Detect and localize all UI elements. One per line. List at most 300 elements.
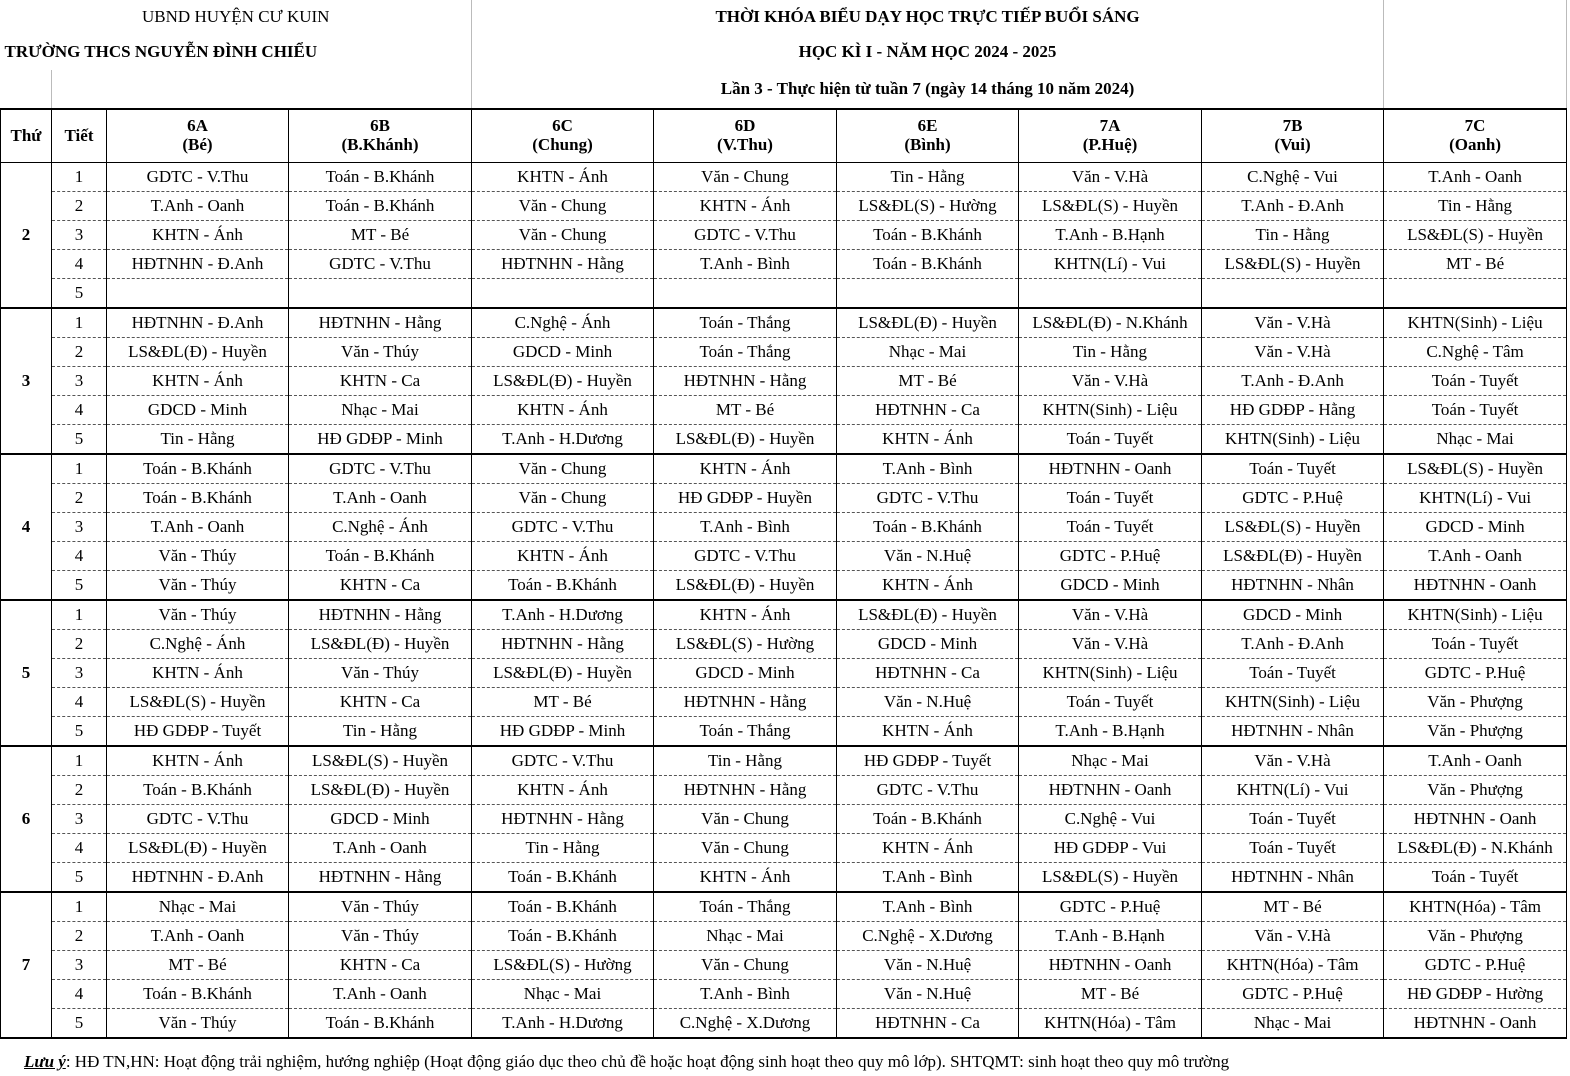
period-number: 2	[52, 776, 107, 805]
lesson-cell: Văn - V.Hà	[1202, 922, 1384, 951]
lesson-cell: Toán - Tuyết	[1202, 659, 1384, 688]
lesson-cell: KHTN - Ánh	[107, 221, 289, 250]
lesson-cell: HĐTNHN - Hằng	[289, 308, 472, 338]
class-teacher: (Vui)	[1274, 135, 1311, 154]
lesson-cell: Văn - Thúy	[107, 1009, 289, 1039]
lesson-cell: T.Anh - Oanh	[1384, 542, 1567, 571]
header-blank	[1384, 35, 1567, 70]
class-teacher: (V.Thu)	[717, 135, 773, 154]
lesson-cell: HĐ GDĐP - Tuyết	[837, 746, 1019, 776]
lesson-cell: KHTN(Lí) - Vui	[1202, 776, 1384, 805]
period-number: 2	[52, 630, 107, 659]
lesson-cell: MT - Bé	[1202, 892, 1384, 922]
class-name: 7B	[1282, 116, 1303, 136]
lesson-cell: Nhạc - Mai	[1202, 1009, 1384, 1039]
lesson-cell: LS&ĐL(S) - Huyền	[1384, 221, 1567, 250]
lesson-cell: Toán - B.Khánh	[472, 922, 654, 951]
class-name: 6D	[734, 116, 756, 136]
class-header	[837, 109, 1019, 163]
lesson-cell: Tin - Hằng	[1384, 192, 1567, 221]
lesson-cell: C.Nghệ - Tâm	[1384, 338, 1567, 367]
lesson-cell: Tin - Hằng	[837, 163, 1019, 192]
lesson-cell: Toán - B.Khánh	[472, 892, 654, 922]
footnote-text: : HĐ TN,HN: Hoạt động trải nghiệm, hướng nghiệp (Hoạt động giáo dục theo chủ đề hoặc hoạt động sinh hoạt theo quy mô lớp). SHTQMT: sinh hoạt theo quy mô trường	[65, 1052, 1230, 1071]
lesson-cell: GDCD - Minh	[289, 805, 472, 834]
lesson-cell: Tin - Hằng	[289, 717, 472, 747]
day-label: 3	[1, 308, 52, 454]
lesson-cell: C.Nghệ - X.Dương	[837, 922, 1019, 951]
lesson-cell: KHTN(Hóa) - Tâm	[1202, 951, 1384, 980]
lesson-cell: Văn - Phượng	[1384, 688, 1567, 717]
lesson-cell: Văn - Chung	[654, 834, 837, 863]
day-label: 4	[1, 454, 52, 600]
schedule-row	[1, 221, 1567, 250]
lesson-cell: T.Anh - Oanh	[107, 513, 289, 542]
lesson-cell: Văn - Chung	[654, 805, 837, 834]
lesson-cell: KHTN(Sinh) - Liệu	[1019, 396, 1202, 425]
school-name: TRƯỜNG THCS NGUYỄN ĐÌNH CHIỂU	[1, 35, 472, 70]
lesson-cell: Toán - Tuyết	[1384, 863, 1567, 893]
schedule-row	[1, 163, 1567, 192]
lesson-cell: GDTC - V.Thu	[289, 250, 472, 279]
lesson-cell: Văn - Phượng	[1384, 717, 1567, 747]
period-number: 1	[52, 746, 107, 776]
lesson-cell: Văn - N.Huệ	[837, 951, 1019, 980]
schedule-row	[1, 600, 1567, 630]
lesson-cell	[1384, 279, 1567, 309]
lesson-cell: Văn - Chung	[654, 951, 837, 980]
lesson-cell: Toán - Tuyết	[1384, 630, 1567, 659]
lesson-cell: GDTC - P.Huệ	[1384, 951, 1567, 980]
lesson-cell: LS&ĐL(Đ) - Huyền	[654, 571, 837, 601]
lesson-cell: HĐ GDĐP - Hằng	[1202, 396, 1384, 425]
lesson-cell: KHTN - Ánh	[472, 542, 654, 571]
period-number: 3	[52, 221, 107, 250]
lesson-cell: T.Anh - Oanh	[1384, 163, 1567, 192]
period-number: 1	[52, 163, 107, 192]
lesson-cell: LS&ĐL(Đ) - Huyền	[472, 367, 654, 396]
lesson-cell: MT - Bé	[289, 221, 472, 250]
lesson-cell: Toán - B.Khánh	[107, 980, 289, 1009]
schedule-row	[1, 308, 1567, 338]
schedule-row	[1, 484, 1567, 513]
lesson-cell: GDTC - P.Huệ	[1019, 892, 1202, 922]
lesson-cell: MT - Bé	[1384, 250, 1567, 279]
lesson-cell: C.Nghệ - X.Dương	[654, 1009, 837, 1039]
period-column-header: Tiết	[52, 109, 107, 163]
lesson-cell: Tin - Hằng	[472, 834, 654, 863]
lesson-cell: LS&ĐL(S) - Huyền	[107, 688, 289, 717]
lesson-cell: KHTN - Ánh	[107, 746, 289, 776]
lesson-cell: Toán - B.Khánh	[289, 542, 472, 571]
lesson-cell: Toán - B.Khánh	[837, 805, 1019, 834]
class-header	[472, 109, 654, 163]
footnote	[24, 1052, 1229, 1072]
lesson-cell: T.Anh - Đ.Anh	[1202, 630, 1384, 659]
lesson-cell: Toán - Thắng	[654, 717, 837, 747]
lesson-cell: KHTN(Lí) - Vui	[1384, 484, 1567, 513]
header-blank	[1384, 0, 1567, 35]
lesson-cell: Toán - B.Khánh	[107, 484, 289, 513]
lesson-cell: C.Nghệ - Ánh	[472, 308, 654, 338]
lesson-cell: Nhạc - Mai	[1019, 746, 1202, 776]
lesson-cell: Toán - B.Khánh	[472, 571, 654, 601]
column-header-row	[1, 109, 1567, 163]
lesson-cell: T.Anh - Bình	[837, 892, 1019, 922]
lesson-cell: HĐTNHN - Đ.Anh	[107, 250, 289, 279]
lesson-cell: MT - Bé	[472, 688, 654, 717]
lesson-cell: MT - Bé	[1019, 980, 1202, 1009]
lesson-cell: Toán - B.Khánh	[289, 163, 472, 192]
schedule-row	[1, 192, 1567, 221]
lesson-cell: HĐTNHN - Oanh	[1019, 951, 1202, 980]
lesson-cell: KHTN - Ánh	[654, 863, 837, 893]
lesson-cell: GDTC - V.Thu	[289, 454, 472, 484]
day-label: 2	[1, 163, 52, 309]
lesson-cell: T.Anh - H.Dương	[472, 600, 654, 630]
lesson-cell: LS&ĐL(S) - Huyền	[1019, 863, 1202, 893]
lesson-cell	[654, 279, 837, 309]
lesson-cell: Văn - Thúy	[289, 892, 472, 922]
lesson-cell: T.Anh - Đ.Anh	[1202, 367, 1384, 396]
lesson-cell: Văn - Thúy	[289, 338, 472, 367]
lesson-cell: T.Anh - Bình	[654, 250, 837, 279]
period-number: 3	[52, 513, 107, 542]
lesson-cell: Toán - Tuyết	[1202, 454, 1384, 484]
lesson-cell: HĐ GDĐP - Hường	[1384, 980, 1567, 1009]
lesson-cell: T.Anh - Oanh	[107, 192, 289, 221]
schedule-row	[1, 250, 1567, 279]
class-teacher: (Bé)	[182, 135, 213, 154]
lesson-cell: Toán - Tuyết	[1202, 834, 1384, 863]
lesson-cell: KHTN - Ánh	[107, 367, 289, 396]
lesson-cell: Toán - Tuyết	[1019, 688, 1202, 717]
class-header	[1384, 109, 1567, 163]
class-teacher: (Bình)	[904, 135, 951, 154]
lesson-cell: Văn - Chung	[472, 192, 654, 221]
lesson-cell: LS&ĐL(S) - Hường	[472, 951, 654, 980]
lesson-cell: Văn - V.Hà	[1019, 630, 1202, 659]
lesson-cell: KHTN - Ca	[289, 951, 472, 980]
period-number: 3	[52, 659, 107, 688]
lesson-cell: Văn - V.Hà	[1202, 338, 1384, 367]
lesson-cell: Văn - N.Huệ	[837, 980, 1019, 1009]
lesson-cell: Nhạc - Mai	[1384, 425, 1567, 455]
lesson-cell: LS&ĐL(S) - Hường	[654, 630, 837, 659]
lesson-cell	[107, 279, 289, 309]
revision-title: Lần 3 - Thực hiện từ tuần 7 (ngày 14 tháng 10 năm 2024)	[472, 70, 1384, 109]
lesson-cell: LS&ĐL(Đ) - Huyền	[289, 630, 472, 659]
lesson-cell: LS&ĐL(Đ) - Huyền	[1202, 542, 1384, 571]
lesson-cell: MT - Bé	[654, 396, 837, 425]
lesson-cell: GDTC - V.Thu	[837, 776, 1019, 805]
lesson-cell: LS&ĐL(Đ) - Huyền	[472, 659, 654, 688]
lesson-cell: HĐTNHN - Ca	[837, 1009, 1019, 1039]
lesson-cell: LS&ĐL(Đ) - Huyền	[837, 308, 1019, 338]
lesson-cell: T.Anh - Bình	[654, 980, 837, 1009]
schedule-title: THỜI KHÓA BIỂU DẠY HỌC TRỰC TIẾP BUỔI SÁNG	[472, 0, 1384, 35]
schedule-row	[1, 425, 1567, 455]
schedule-row	[1, 571, 1567, 601]
lesson-cell: HĐTNHN - Ca	[837, 659, 1019, 688]
lesson-cell: Văn - Thúy	[289, 922, 472, 951]
lesson-cell: Văn - N.Huệ	[837, 688, 1019, 717]
lesson-cell: T.Anh - Bình	[837, 863, 1019, 893]
lesson-cell: Toán - B.Khánh	[107, 454, 289, 484]
schedule-row	[1, 1009, 1567, 1039]
schedule-row	[1, 746, 1567, 776]
schedule-row	[1, 542, 1567, 571]
period-number: 4	[52, 688, 107, 717]
schedule-row	[1, 776, 1567, 805]
lesson-cell: C.Nghệ - Vui	[1019, 805, 1202, 834]
schedule-row	[1, 279, 1567, 309]
lesson-cell: Nhạc - Mai	[107, 892, 289, 922]
lesson-cell: KHTN - Ánh	[472, 163, 654, 192]
period-number: 1	[52, 600, 107, 630]
lesson-cell: C.Nghệ - Ánh	[289, 513, 472, 542]
lesson-cell: HĐTNHN - Nhân	[1202, 717, 1384, 747]
lesson-cell: T.Anh - Bình	[837, 454, 1019, 484]
lesson-cell: KHTN - Ánh	[837, 834, 1019, 863]
lesson-cell: KHTN - Ca	[289, 571, 472, 601]
lesson-cell: HĐTNHN - Oanh	[1019, 776, 1202, 805]
lesson-cell: LS&ĐL(Đ) - Huyền	[107, 834, 289, 863]
header-blank	[52, 70, 472, 109]
period-number: 1	[52, 454, 107, 484]
class-header	[654, 109, 837, 163]
lesson-cell: Toán - Tuyết	[1019, 513, 1202, 542]
lesson-cell: HĐTNHN - Đ.Anh	[107, 308, 289, 338]
lesson-cell: HĐTNHN - Ca	[837, 396, 1019, 425]
lesson-cell: Toán - B.Khánh	[289, 1009, 472, 1039]
lesson-cell: KHTN - Ánh	[107, 659, 289, 688]
period-number: 5	[52, 425, 107, 455]
lesson-cell: GDCD - Minh	[1202, 600, 1384, 630]
period-number: 4	[52, 250, 107, 279]
lesson-cell: HĐTNHN - Hằng	[654, 688, 837, 717]
lesson-cell: Tin - Hằng	[654, 746, 837, 776]
lesson-cell: Toán - Thắng	[654, 892, 837, 922]
class-name: 7A	[1099, 116, 1121, 136]
lesson-cell: MT - Bé	[837, 367, 1019, 396]
schedule-row	[1, 951, 1567, 980]
period-number: 2	[52, 192, 107, 221]
lesson-cell: Văn - V.Hà	[1019, 367, 1202, 396]
period-number: 5	[52, 1009, 107, 1039]
lesson-cell: GDCD - Minh	[837, 630, 1019, 659]
lesson-cell	[289, 279, 472, 309]
schedule-row	[1, 863, 1567, 893]
lesson-cell: KHTN(Sinh) - Liệu	[1202, 425, 1384, 455]
class-header	[289, 109, 472, 163]
schedule-row	[1, 922, 1567, 951]
lesson-cell: GDTC - V.Thu	[472, 513, 654, 542]
lesson-cell: LS&ĐL(Đ) - Huyền	[107, 338, 289, 367]
lesson-cell: KHTN(Hóa) - Tâm	[1384, 892, 1567, 922]
lesson-cell: KHTN - Ánh	[837, 717, 1019, 747]
lesson-cell: HĐTNHN - Oanh	[1384, 805, 1567, 834]
lesson-cell: T.Anh - Oanh	[1384, 746, 1567, 776]
schedule-row	[1, 805, 1567, 834]
lesson-cell: GDTC - V.Thu	[654, 221, 837, 250]
lesson-cell: GDTC - V.Thu	[837, 484, 1019, 513]
lesson-cell: MT - Bé	[107, 951, 289, 980]
lesson-cell: T.Anh - B.Hạnh	[1019, 717, 1202, 747]
lesson-cell: Toán - B.Khánh	[837, 513, 1019, 542]
lesson-cell: HĐTNHN - Hằng	[289, 600, 472, 630]
period-number: 4	[52, 396, 107, 425]
lesson-cell: GDTC - P.Huệ	[1019, 542, 1202, 571]
period-number: 2	[52, 338, 107, 367]
district-name: UBND HUYỆN CƯ KUIN	[1, 0, 472, 35]
lesson-cell	[1019, 279, 1202, 309]
lesson-cell: KHTN(Sinh) - Liệu	[1384, 600, 1567, 630]
lesson-cell: Nhạc - Mai	[837, 338, 1019, 367]
lesson-cell: HĐ GDĐP - Huyền	[654, 484, 837, 513]
schedule-row	[1, 454, 1567, 484]
lesson-cell: Văn - Phượng	[1384, 776, 1567, 805]
class-teacher: (P.Huệ)	[1082, 135, 1138, 154]
lesson-cell: KHTN(Sinh) - Liệu	[1019, 659, 1202, 688]
period-number: 2	[52, 922, 107, 951]
schedule-row	[1, 396, 1567, 425]
lesson-cell: Văn - Chung	[654, 163, 837, 192]
lesson-cell: T.Anh - Oanh	[289, 484, 472, 513]
lesson-cell: Toán - B.Khánh	[837, 250, 1019, 279]
lesson-cell: GDCD - Minh	[472, 338, 654, 367]
lesson-cell: HĐTNHN - Hằng	[472, 630, 654, 659]
lesson-cell: HĐ GDĐP - Tuyết	[107, 717, 289, 747]
lesson-cell: HĐTNHN - Hằng	[654, 367, 837, 396]
lesson-cell: Toán - Thắng	[654, 338, 837, 367]
period-number: 4	[52, 980, 107, 1009]
period-number: 3	[52, 951, 107, 980]
lesson-cell: Toán - Tuyết	[1384, 396, 1567, 425]
lesson-cell: GDCD - Minh	[107, 396, 289, 425]
lesson-cell: LS&ĐL(S) - Huyền	[289, 746, 472, 776]
lesson-cell: C.Nghệ - Vui	[1202, 163, 1384, 192]
lesson-cell: Văn - Thúy	[107, 571, 289, 601]
lesson-cell: KHTN - Ánh	[654, 600, 837, 630]
lesson-cell: T.Anh - Oanh	[289, 980, 472, 1009]
lesson-cell: Văn - Chung	[472, 221, 654, 250]
lesson-cell: Toán - Tuyết	[1019, 484, 1202, 513]
lesson-cell: T.Anh - Oanh	[289, 834, 472, 863]
period-number: 1	[52, 308, 107, 338]
lesson-cell	[1202, 279, 1384, 309]
lesson-cell: Văn - Thúy	[289, 659, 472, 688]
lesson-cell: KHTN - Ánh	[472, 776, 654, 805]
lesson-cell: KHTN - Ca	[289, 688, 472, 717]
lesson-cell: T.Anh - Oanh	[107, 922, 289, 951]
lesson-cell: HĐ GDĐP - Minh	[472, 717, 654, 747]
lesson-cell: KHTN(Sinh) - Liệu	[1384, 308, 1567, 338]
class-header	[1019, 109, 1202, 163]
lesson-cell: HĐTNHN - Đ.Anh	[107, 863, 289, 893]
lesson-cell: T.Anh - B.Hạnh	[1019, 221, 1202, 250]
lesson-cell: T.Anh - B.Hạnh	[1019, 922, 1202, 951]
lesson-cell: LS&ĐL(Đ) - Huyền	[837, 600, 1019, 630]
lesson-cell: KHTN(Lí) - Vui	[1019, 250, 1202, 279]
class-teacher: (Oanh)	[1449, 135, 1502, 154]
lesson-cell: KHTN - Ánh	[654, 454, 837, 484]
class-name: 6A	[187, 116, 208, 136]
lesson-cell: LS&ĐL(Đ) - Huyền	[289, 776, 472, 805]
schedule-row	[1, 630, 1567, 659]
lesson-cell: Văn - N.Huệ	[837, 542, 1019, 571]
lesson-cell: GDTC - V.Thu	[107, 805, 289, 834]
lesson-cell: Văn - Thúy	[107, 542, 289, 571]
day-label: 6	[1, 746, 52, 892]
period-number: 5	[52, 279, 107, 309]
lesson-cell: GDTC - P.Huệ	[1384, 659, 1567, 688]
lesson-cell	[472, 279, 654, 309]
lesson-cell: LS&ĐL(S) - Huyền	[1202, 250, 1384, 279]
lesson-cell: HĐTNHN - Oanh	[1384, 1009, 1567, 1039]
lesson-cell: Nhạc - Mai	[289, 396, 472, 425]
class-teacher: (B.Khánh)	[341, 135, 419, 154]
schedule-row	[1, 980, 1567, 1009]
schedule-row	[1, 338, 1567, 367]
lesson-cell: HĐTNHN - Nhân	[1202, 863, 1384, 893]
period-number: 5	[52, 863, 107, 893]
class-name: 7C	[1464, 116, 1486, 136]
lesson-cell: Nhạc - Mai	[654, 922, 837, 951]
lesson-cell: GDTC - V.Thu	[107, 163, 289, 192]
lesson-cell: KHTN(Sinh) - Liệu	[1202, 688, 1384, 717]
lesson-cell: KHTN - Ca	[289, 367, 472, 396]
footnote-label: Lưu ý	[24, 1052, 66, 1071]
period-number: 1	[52, 892, 107, 922]
lesson-cell: HĐ GDĐP - Vui	[1019, 834, 1202, 863]
lesson-cell: LS&ĐL(Đ) - N.Khánh	[1019, 308, 1202, 338]
lesson-cell: T.Anh - Bình	[654, 513, 837, 542]
class-teacher: (Chung)	[532, 135, 593, 154]
class-name: 6E	[917, 116, 938, 136]
term-title: HỌC KÌ I - NĂM HỌC 2024 - 2025	[472, 35, 1384, 70]
header-blank	[1384, 70, 1567, 109]
day-column-header: Thứ	[1, 109, 52, 163]
lesson-cell: Tin - Hằng	[1202, 221, 1384, 250]
lesson-cell	[837, 279, 1019, 309]
lesson-cell: LS&ĐL(Đ) - Huyền	[654, 425, 837, 455]
period-number: 4	[52, 834, 107, 863]
lesson-cell: KHTN - Ánh	[837, 571, 1019, 601]
period-number: 5	[52, 717, 107, 747]
lesson-cell: HĐTNHN - Hằng	[472, 250, 654, 279]
lesson-cell: HĐTNHN - Oanh	[1384, 571, 1567, 601]
lesson-cell: KHTN - Ánh	[472, 396, 654, 425]
schedule-row	[1, 513, 1567, 542]
lesson-cell: Văn - Chung	[472, 454, 654, 484]
lesson-cell: HĐTNHN - Hằng	[654, 776, 837, 805]
lesson-cell: KHTN(Hóa) - Tâm	[1019, 1009, 1202, 1039]
lesson-cell: Văn - Chung	[472, 484, 654, 513]
class-name: 6C	[552, 116, 573, 136]
lesson-cell: GDTC - P.Huệ	[1202, 980, 1384, 1009]
lesson-cell: Toán - Tuyết	[1202, 805, 1384, 834]
lesson-cell: HĐTNHN - Nhân	[1202, 571, 1384, 601]
lesson-cell: GDTC - P.Huệ	[1202, 484, 1384, 513]
lesson-cell: T.Anh - H.Dương	[472, 1009, 654, 1039]
lesson-cell: Văn - V.Hà	[1202, 746, 1384, 776]
day-label: 5	[1, 600, 52, 746]
lesson-cell: Văn - V.Hà	[1019, 600, 1202, 630]
lesson-cell: Toán - Thắng	[654, 308, 837, 338]
lesson-cell: GDCD - Minh	[1019, 571, 1202, 601]
lesson-cell: T.Anh - H.Dương	[472, 425, 654, 455]
